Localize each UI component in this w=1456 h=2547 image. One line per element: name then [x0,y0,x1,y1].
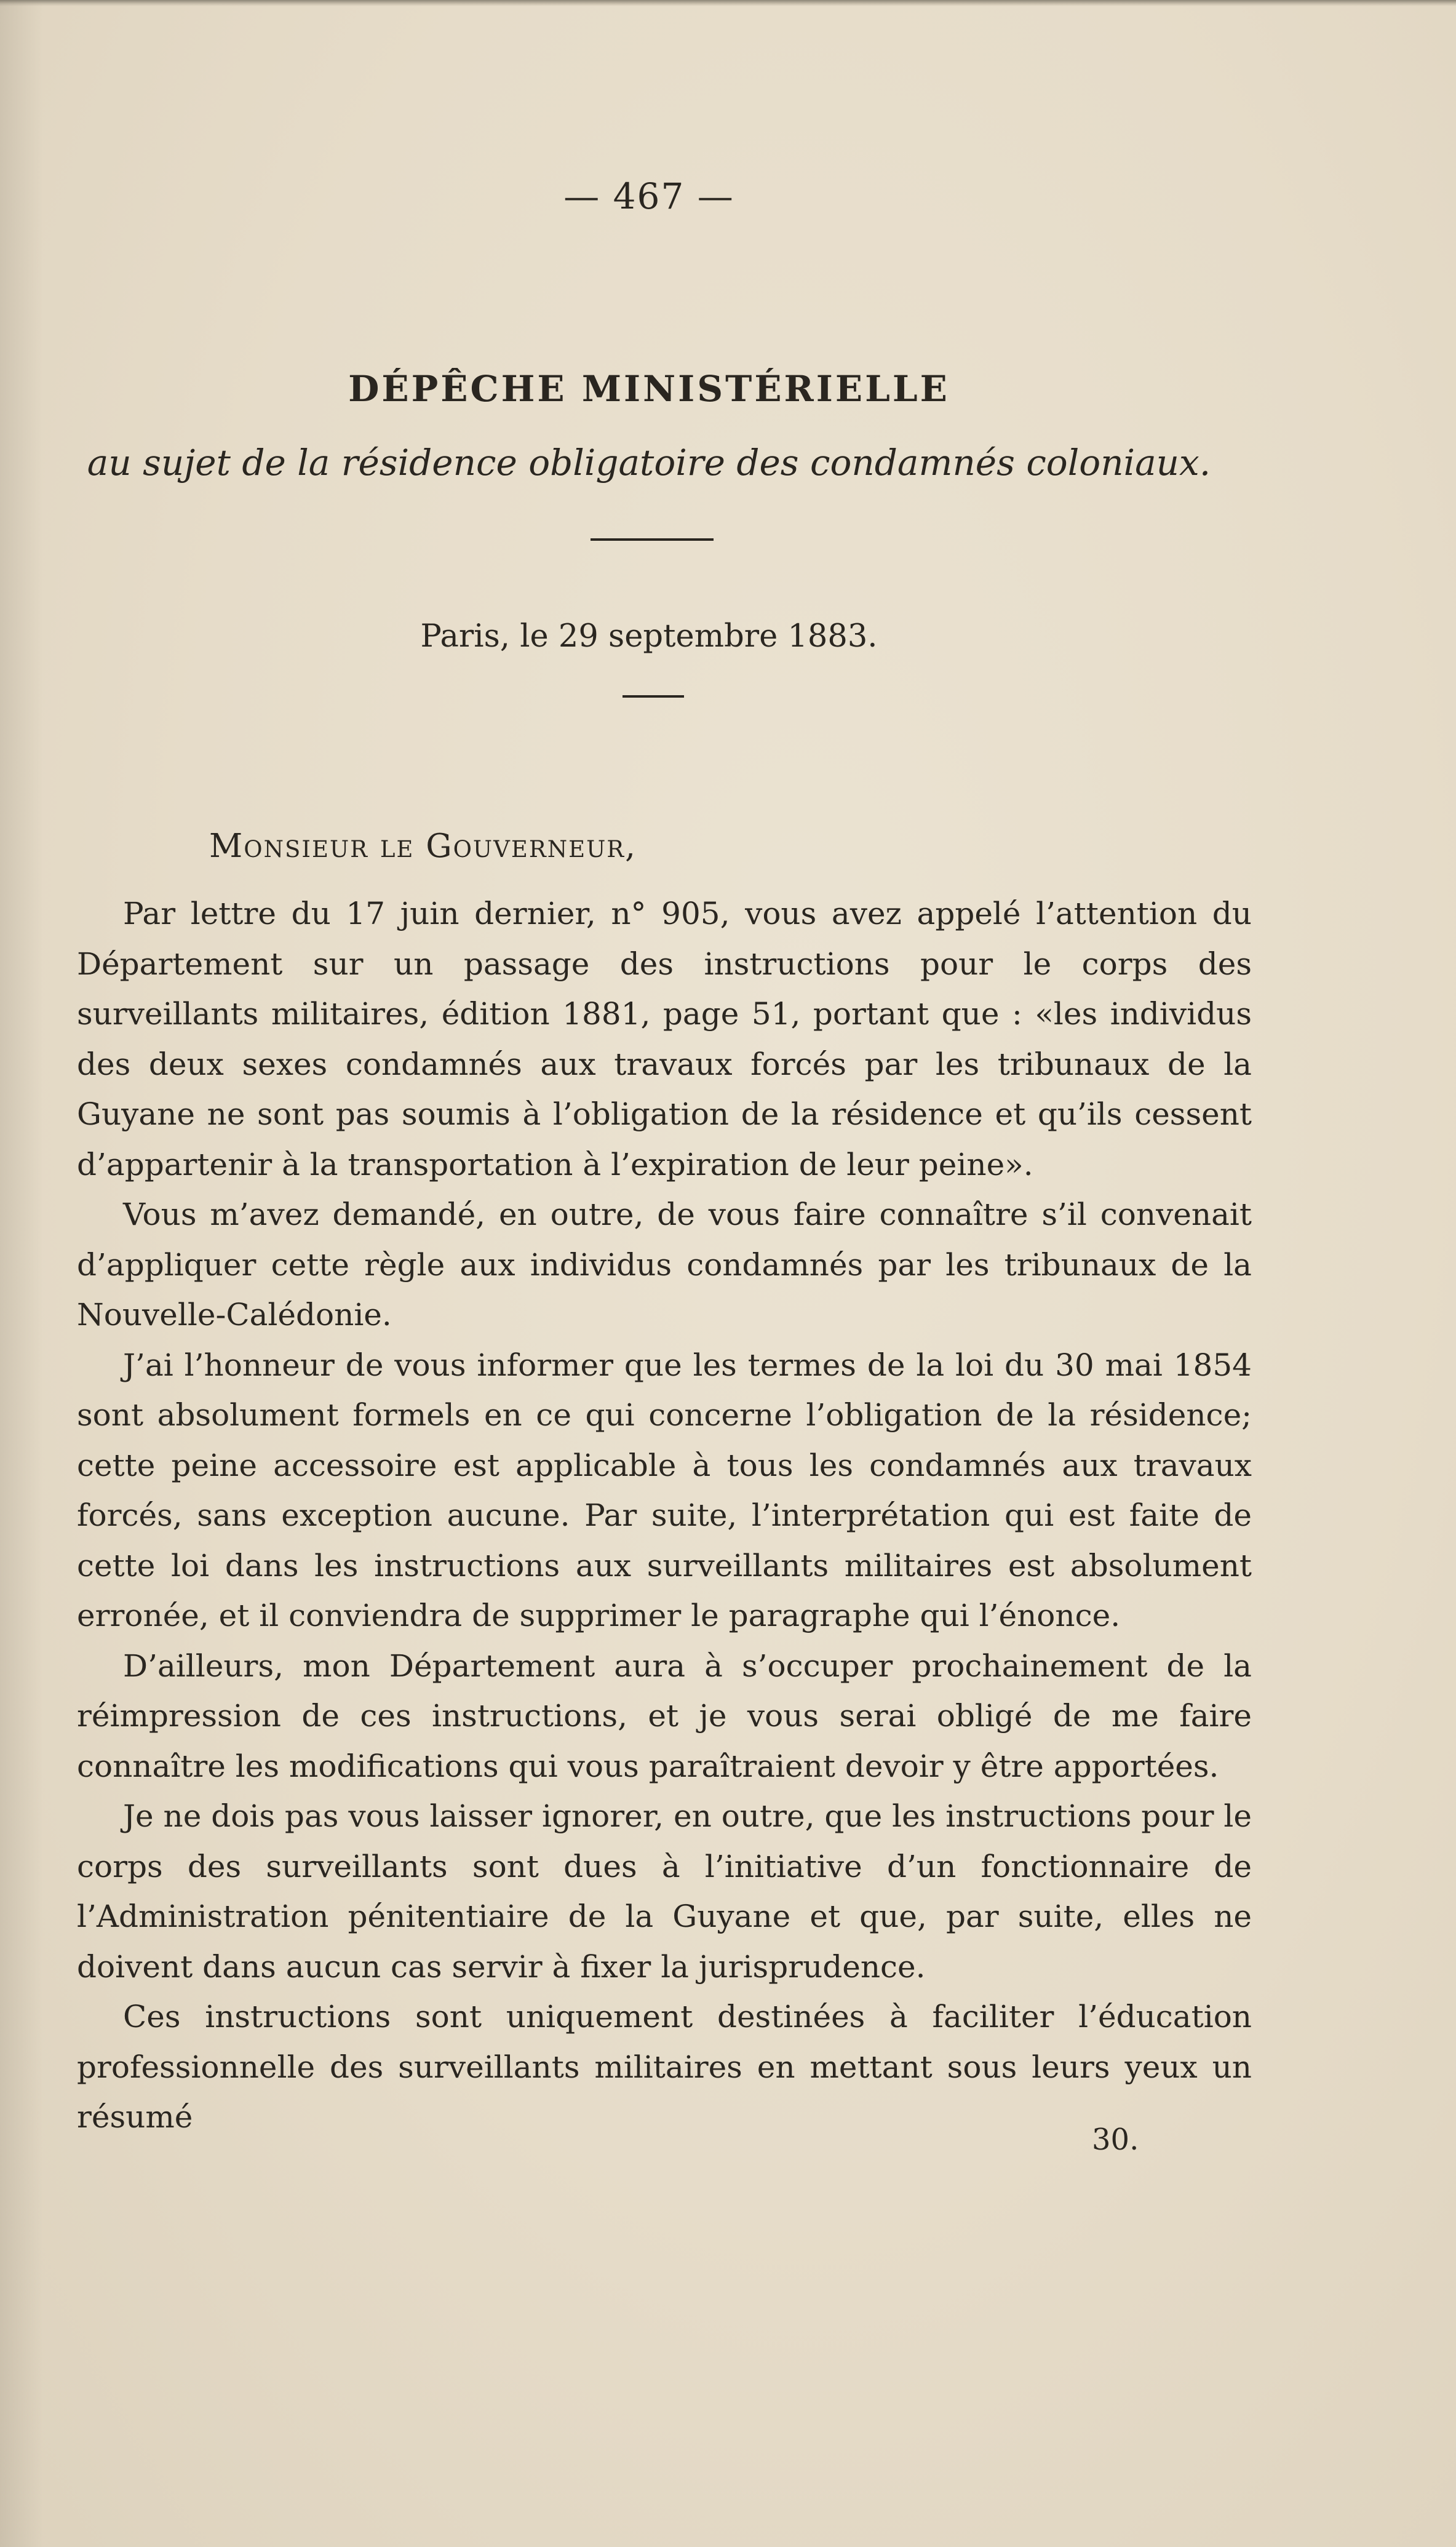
document-title: DÉPÊCHE MINISTÉRIELLE [348,368,950,410]
paragraph: D’ailleurs, mon Département aura à s’occuper prochainement de la réimpression de ces instructions, et je vous serai obligé de me faire connaître les modifications qui vous paraîtraient devoir y être apportées. [77,1648,1252,1784]
paragraph: Je ne dois pas vous laisser ignorer, en outre, que les instructions pour le corps des surveillants sont dues à l’initiative d’un fonctionnaire de l’Administration pénitentiaire de la Guyane et que, par suite, elles ne doivent dans aucun cas servir à fixer la jurisprudence. [77,1798,1252,1985]
page-number: — 467 — [563,175,734,217]
paragraph: Ces instructions sont uniquement destinées à faciliter l’éducation professionnelle des surveillants militaires en mettant sous leurs yeux un résumé [77,1999,1252,2135]
letter-body [77,889,1252,2143]
document-subtitle: au sujet de la résidence obligatoire des condamnés coloniaux. [87,442,1211,484]
paragraph: Par lettre du 17 juin dernier, n° 905, vous avez appelé l’attention du Département sur un passage des instructions pour le corps des surveillants militaires, édition 1881, page 51, portant que : «les individus des deux sexes condamnés aux travaux forcés par les tribunaux de la Guyane ne sont pas soumis à l’obligation de la résidence et qu’ils cessent d’appartenir à la transportation à l’expiration de leur peine». [77,896,1252,1182]
signature-mark: 30. [1092,2122,1139,2157]
dateline-divider [623,695,684,698]
title-divider [591,538,714,541]
paragraph: Vous m’avez demandé, en outre, de vous faire connaître s’il convenait d’appliquer cette règle aux individus condamnés par les tribunaux de la Nouvelle-Calédonie. [77,1197,1252,1333]
paragraph: J’ai l’honneur de vous informer que les termes de la loi du 30 mai 1854 sont absolument formels en ce qui concerne l’obligation de la résidence; cette peine accessoire est applicable à tous les condamnés aux travaux forcés, sans exception aucune. Par suite, l’interprétation qui est faite de cette loi dans les instructions aux surveillants militaires est absolument erronée, et il conviendra de supprimer le paragraphe qui l’énonce. [77,1347,1252,1633]
page-top-edge [0,0,1456,6]
salutation: Monsieur le Gouverneur, [209,827,637,865]
dateline: Paris, le 29 septembre 1883. [420,618,878,655]
